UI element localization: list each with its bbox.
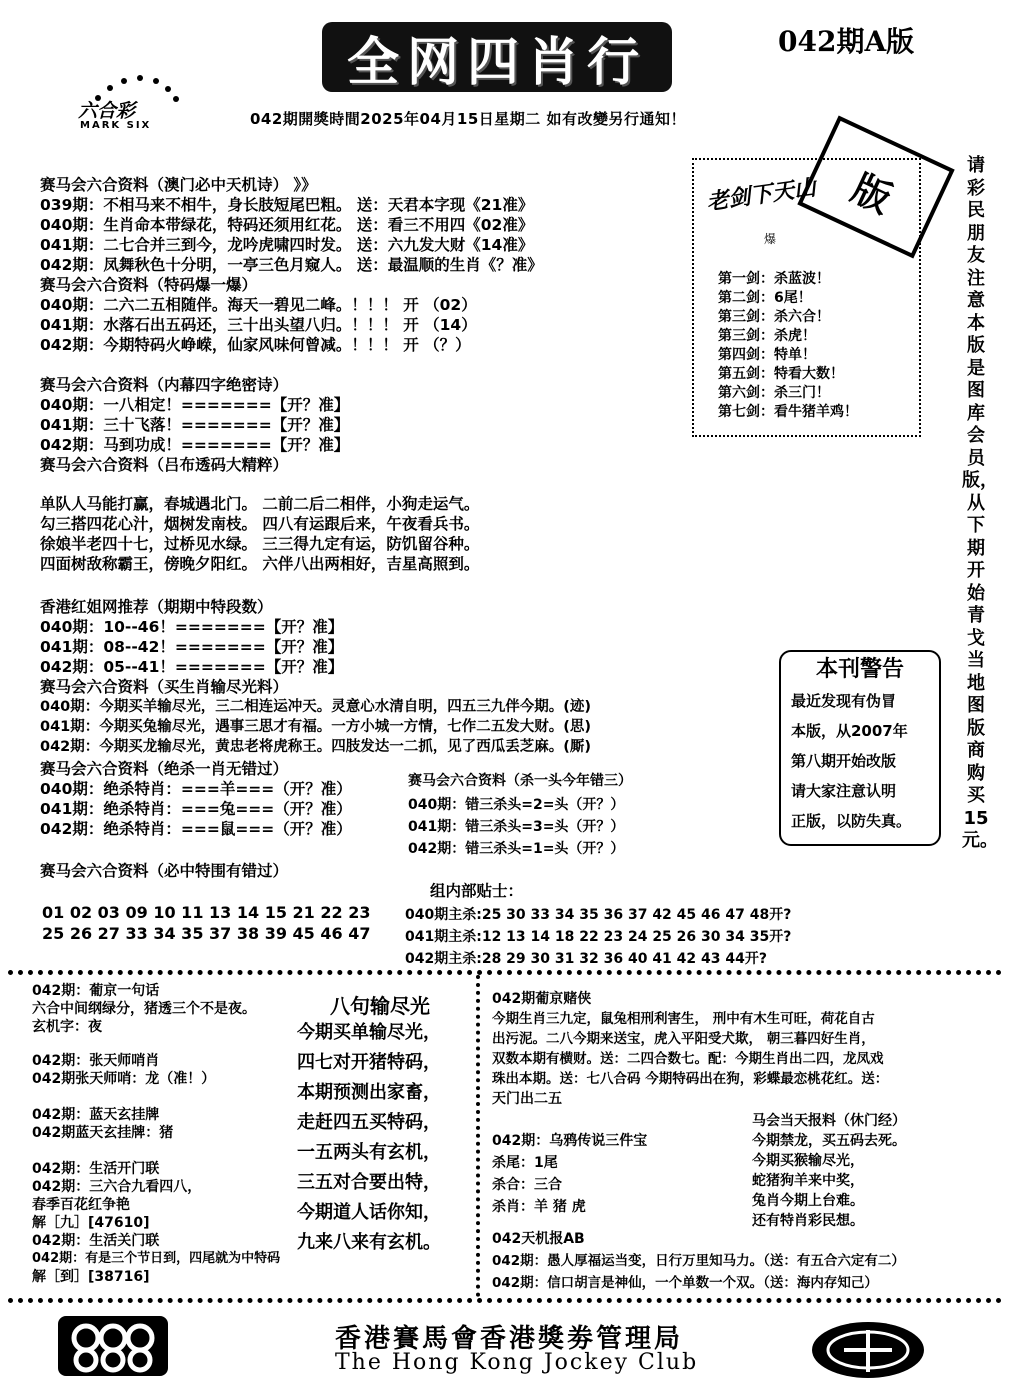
tip-heading: 042期：葡京一句话 — [32, 983, 160, 999]
tip-line: 六合中间纲绿分，猪透三个不是夜。 — [32, 1001, 256, 1017]
tip-line: 042期蓝天玄挂牌：猪 — [32, 1125, 174, 1141]
draw-time-notice: 042期開獎時間2025年04月15日星期二 如有改變另行通知！ — [250, 110, 687, 128]
logo-subtext: MARK SIX — [80, 120, 152, 131]
poem-line: 今期道人话你知， — [297, 1202, 441, 1223]
tip-line: 今期生肖三九定，鼠兔相刑利害生， 刑中有木生可旺，荷花自古 — [492, 1011, 875, 1027]
prediction-line: 040期：二六二五相随伴。海天一碧见二峰。！！！ 开 （02） — [40, 296, 477, 314]
tip-line: 春季百花红争艳 — [32, 1197, 130, 1213]
kill-line: 042期主杀:28 29 30 31 32 36 40 41 42 43 44开? — [405, 951, 767, 967]
section-heading: 赛马会六合资料（杀一头今年错三） — [408, 773, 632, 789]
warning-line: 最近发现有伪冒 — [791, 692, 897, 710]
prediction-line: 042期：05--41！=======【开？准】 — [40, 658, 344, 676]
tip-line: 042期：三六合九看四八， — [32, 1179, 202, 1195]
prediction-line: 040期：绝杀特肖：===羊===（开？准） — [40, 780, 352, 798]
warning-line: 请大家注意认明 — [791, 782, 897, 800]
number-row: 25 26 27 33 34 35 37 38 39 45 46 47 — [42, 924, 371, 943]
warning-line: 本版，从2007年 — [791, 722, 908, 740]
poem-line: 四七对开猪特码， — [297, 1052, 441, 1073]
tip-line: 今期买猴输尽光， — [752, 1153, 864, 1169]
kill-line: 040期主杀:25 30 33 34 35 36 37 42 45 46 47 48开? — [405, 907, 792, 923]
tip-line: 出污泥。二八今期来送宝，虎入平阳受犬欺， 朝三暮四好生肖， — [492, 1031, 875, 1047]
prediction-line: 042期：绝杀特肖：===鼠===（开？准） — [40, 820, 352, 838]
footer-org-en: The Hong Kong Jockey Club — [335, 1350, 699, 1375]
sword-box — [692, 158, 921, 437]
sword-item: 第四剑：特单！ — [718, 347, 816, 363]
tip-line: 042期：信口胡言是神仙，一个单数一个双。（送：海内存知己） — [492, 1275, 878, 1291]
tip-heading: 042期：乌鸦传说三件宝 — [492, 1133, 648, 1149]
sword-item: 第七剑：看牛猪羊鸡！ — [718, 404, 858, 420]
poem-line: 一五两头有玄机， — [297, 1142, 441, 1163]
tip-heading: 马会当天报料（休门经） — [752, 1113, 906, 1129]
prediction-line: 042期：马到功成！=======【开？准】 — [40, 436, 350, 454]
prediction-line: 041期：08--42！=======【开？准】 — [40, 638, 344, 656]
section-heading: 赛马会六合资料（必中特围有错过） — [40, 862, 289, 880]
logo-text: 六合彩 — [78, 100, 136, 122]
warning-line: 正版，以防失真。 — [791, 812, 912, 830]
title-banner — [322, 22, 672, 92]
poem-line: 本期预测出家畜， — [297, 1082, 441, 1103]
page-title: 全网四肖行 — [346, 31, 647, 93]
tip-line: 还有特肖彩民想。 — [752, 1213, 864, 1229]
poem-line: 勾三搭四花心汁，烟树发南枝。 四八有运跟后来，午夜看兵书。 — [40, 515, 480, 533]
tip-heading: 042期：生活开门联 — [32, 1161, 160, 1177]
tip-line: 杀合：三合 — [492, 1177, 562, 1193]
section-heading: 赛马会六合资料（澳门必中天机诗） 》》 — [40, 176, 317, 194]
tip-heading: 042期：生活关门联 — [32, 1233, 160, 1249]
tip-line: 杀尾：1尾 — [492, 1155, 558, 1171]
divider-bottom — [8, 1298, 1002, 1303]
poem-line: 九来八来有玄机。 — [297, 1232, 441, 1253]
warning-box — [779, 650, 941, 846]
sword-heading: 老剑下天山 — [704, 174, 818, 216]
tip-line: 玄机字：夜 — [32, 1019, 102, 1035]
stamp-text: 版 — [845, 165, 899, 222]
section-heading: 香港红姐网推荐（期期中特段数） — [40, 598, 273, 616]
tip-line: 珠出本期。送：七八合码 今期特码出在狗，彩蝶最恋桃花红。送： — [492, 1071, 889, 1087]
section-heading: 赛马会六合资料（特码爆一爆） — [40, 276, 258, 294]
prediction-line: 040期：一八相定！=======【开？准】 — [40, 396, 350, 414]
prediction-line: 039期：不相马来不相牛，身长肢短尾巴粗。 送：天君本字现《21准》 — [40, 196, 534, 214]
seal-icon — [808, 1320, 928, 1380]
tip-line: 解［到］[38716] — [32, 1269, 150, 1285]
prediction-line: 041期：今期买兔输尽光，遇事三思才有福。一方小城一方情，七作二五发大财。(思) — [40, 719, 592, 735]
tip-line: 双数本期有横财。送：二四合数七。配：今期生肖出二四，龙凤戏 — [492, 1051, 884, 1067]
warning-line: 第八期开始改版 — [791, 752, 897, 770]
tip-line: 解［九］[47610] — [32, 1215, 150, 1231]
edition-label: 042期A版 — [778, 25, 915, 58]
poem-line: 单队人马能打赢，春城遇北门。 二前二后二相伴，小狗走运气。 — [40, 495, 480, 513]
poem-line: 三五对合要出特， — [297, 1172, 441, 1193]
prediction-line: 041期：错三杀头=3=头（开？） — [408, 819, 625, 835]
section-heading: 组内部贴士： — [430, 882, 524, 900]
tip-heading: 042期：蓝天玄挂牌 — [32, 1107, 160, 1123]
poem-line: 走赶四五买特码， — [297, 1112, 441, 1133]
warning-title: 本刊警告 — [815, 656, 904, 682]
poem-title: 八句输尽光 — [330, 994, 430, 1018]
poem-line: 今期买单输尽光， — [297, 1022, 441, 1043]
kill-line: 041期主杀:12 13 14 18 22 23 24 25 26 30 34 35开? — [405, 929, 792, 945]
hkjc-emblem-icon — [58, 1316, 168, 1376]
tip-line: 042期：愚人厚福运当变，日行万里知马力。（送：有五合六定有二） — [492, 1253, 905, 1269]
section-heading: 赛马会六合资料（绝杀一肖无错过） — [40, 760, 289, 778]
tip-line: 今期禁龙，买五码去死。 — [752, 1133, 906, 1149]
prediction-line: 041期：水落石出五码还，三十出头望八归。！！！ 开 （14） — [40, 316, 477, 334]
prediction-line: 041期：绝杀特肖：===兔===（开？准） — [40, 800, 352, 818]
sword-item: 第五剑：特看大数！ — [718, 366, 844, 382]
tip-line: 天门出二五 — [492, 1091, 562, 1107]
prediction-line: 042期：凤舞秋色十分明，一亭三色月窥人。 送：最温顺的生肖《？准》 — [40, 256, 543, 274]
sword-item: 第二剑：6尾！ — [718, 290, 812, 306]
section-heading: 赛马会六合资料（内幕四字绝密诗） — [40, 376, 289, 394]
tip-line: 042期张天师哨：龙（准！） — [32, 1071, 216, 1087]
tip-heading: 042天机报AB — [492, 1231, 585, 1247]
section-heading: 赛马会六合资料（吕布透码大精粹） — [40, 456, 289, 474]
prediction-line: 041期：二七合并三到今，龙吟虎啸四时发。 送：六九发大财《14准》 — [40, 236, 534, 254]
prediction-line: 041期：三十飞落！=======【开？准】 — [40, 416, 350, 434]
tip-heading: 042期：张天师哨肖 — [32, 1053, 160, 1069]
prediction-line: 040期：错三杀头=2=头（开？） — [408, 797, 625, 813]
prediction-line: 042期：今期买龙输尽光，黄忠老将虎称王。四肢发达一二抓，见了西瓜丢芝麻。(厮) — [40, 739, 592, 755]
footer-org-cn: 香港賽馬會香港獎劵管理局 — [335, 1324, 684, 1354]
sword-item: 第三剑：杀虎！ — [718, 328, 816, 344]
prediction-line: 040期：生肖命本带绿花，特码还须用红花。 送：看三不用四《02准》 — [40, 216, 534, 234]
sword-sub: 爆 — [764, 232, 777, 246]
vertical-notice: 请彩民朋友注意本版是图库会员版，从下期开始青戈当地图版商购买15元。 — [962, 155, 998, 851]
sword-item: 第六剑：杀三门！ — [718, 385, 830, 401]
divider-vertical — [476, 975, 480, 1297]
number-row: 01 02 03 09 10 11 13 14 15 21 22 23 — [42, 903, 371, 922]
tip-line: 蛇猪狗羊来中奖， — [752, 1173, 864, 1189]
tip-line: 杀肖：羊 猪 虎 — [492, 1199, 586, 1215]
sword-item: 第三剑：杀六合！ — [718, 309, 830, 325]
prediction-line: 040期：10--46！=======【开？准】 — [40, 618, 344, 636]
tip-line: 042期：有是三个节日到，四尾就为中特码 — [32, 1251, 281, 1266]
poem-line: 徐娘半老四十七，过桥见水绿。 三三得九定有运，防饥留谷种。 — [40, 535, 480, 553]
sword-item: 第一剑：杀蓝波！ — [718, 271, 830, 287]
prediction-line: 042期：错三杀头=1=头（开？） — [408, 841, 625, 857]
section-heading: 赛马会六合资料（买生肖输尽光料） — [40, 678, 289, 696]
tip-heading: 042期葡京赌侠 — [492, 991, 592, 1007]
tip-line: 兔肖今期上台难。 — [752, 1193, 864, 1209]
poem-line: 四面树敌称霸王，傍晚夕阳红。 六伴八出两相好，吉星高照到。 — [40, 555, 480, 573]
prediction-line: 042期：今期特码火峥嵘，仙家风味何曾减。！！！ 开 （？） — [40, 336, 471, 354]
prediction-line: 040期：今期买羊输尽光，三二相连运冲天。灵意心水清自明，四五三九伴今期。(迹) — [40, 699, 592, 715]
mark-six-logo — [78, 72, 198, 132]
divider-top — [8, 970, 1002, 975]
